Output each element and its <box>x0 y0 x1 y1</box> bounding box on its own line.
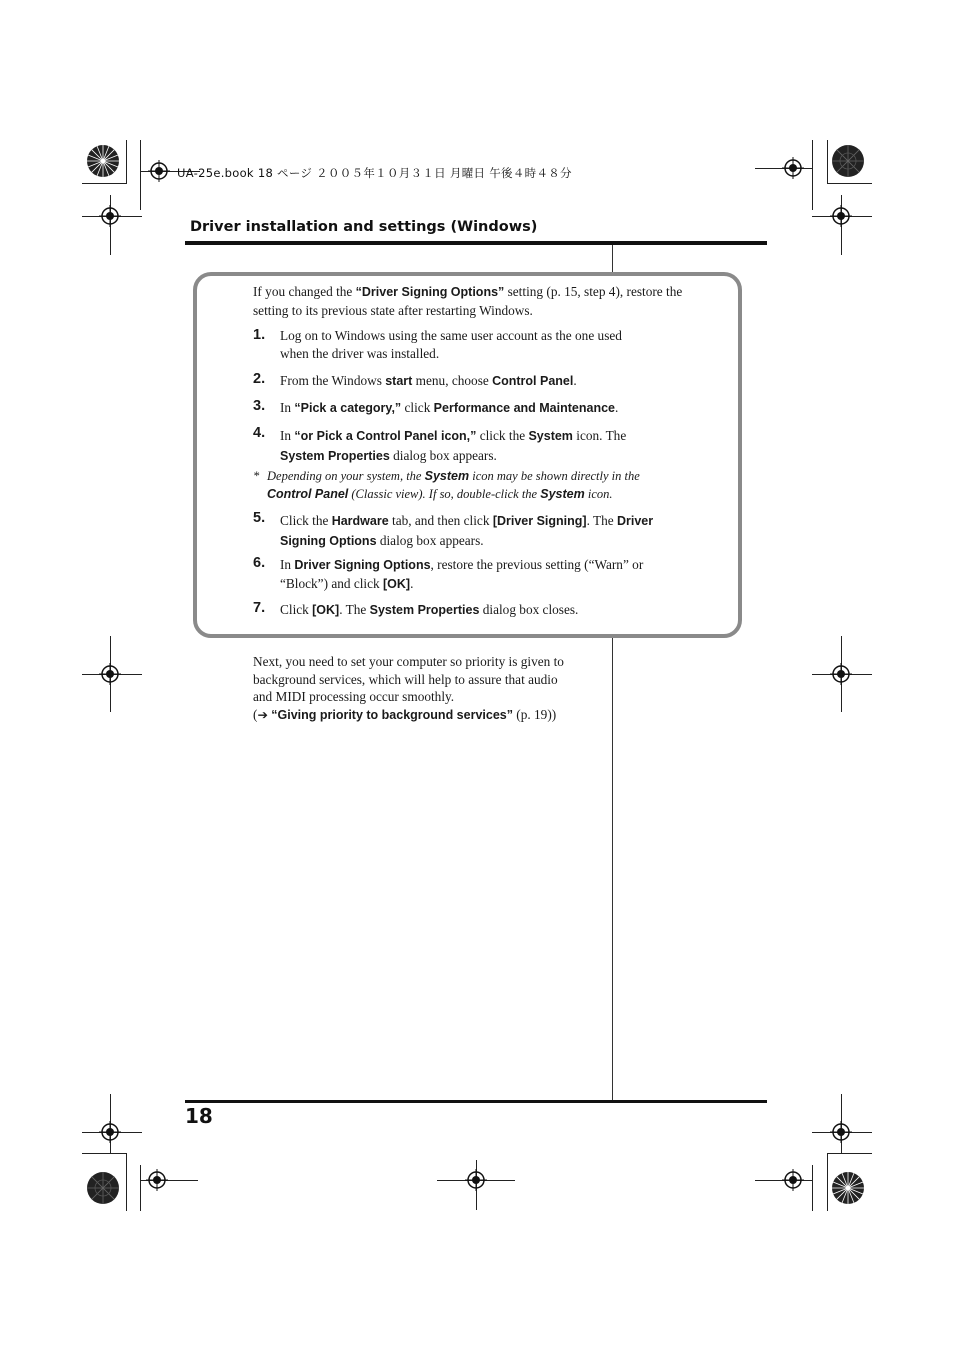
section-title: Driver installation and settings (Windows) <box>190 219 538 235</box>
note-bold: System <box>540 487 585 501</box>
step-text-part: dialog box appears. <box>376 533 484 548</box>
step-text-part: Click the <box>280 513 332 528</box>
intro-bold: “Driver Signing Options” <box>355 285 505 299</box>
step-number: 7. <box>253 600 266 616</box>
step-bold: Control Panel <box>492 374 574 388</box>
step-bold: [Driver Signing] <box>492 514 587 528</box>
step-bold: System <box>528 429 573 443</box>
sunburst-target-icon <box>86 144 120 178</box>
step-text <box>280 601 710 620</box>
note-text <box>267 467 707 503</box>
registration-target-icon <box>782 157 804 179</box>
crop-mark <box>126 1153 127 1211</box>
step-bold: Performance and Maintenance <box>433 401 615 415</box>
sunburst-target-icon <box>831 144 865 178</box>
registration-target-icon <box>830 663 852 685</box>
crop-mark <box>828 1153 872 1154</box>
step-text-part: Click <box>280 602 313 617</box>
note-text-part: (Classic view). If so, double-click the <box>348 487 541 501</box>
note-text-part: Depending on your system, the <box>267 469 425 483</box>
step-text <box>280 372 710 391</box>
step-bold: Driver <box>616 514 654 528</box>
step-text-part: click the <box>476 428 529 443</box>
reference-paren: ( <box>253 706 258 722</box>
step-number: 2. <box>253 371 266 387</box>
note-text-part: icon may be shown directly in the <box>469 469 640 483</box>
note-bold: System <box>424 469 470 483</box>
arrow-icon: ➔ <box>257 707 268 722</box>
crop-mark <box>126 140 127 184</box>
note-bold: Control Panel <box>267 487 349 501</box>
crop-mark <box>82 183 126 184</box>
header-rule <box>185 241 767 245</box>
step-text-part: dialog box closes. <box>479 602 579 617</box>
step-text <box>280 511 710 551</box>
registration-target-icon <box>99 205 121 227</box>
crop-mark <box>827 140 828 184</box>
step-text-part: . The <box>339 602 370 617</box>
body-paragraph <box>253 653 603 724</box>
step-text-part: tab, and then click <box>388 513 493 528</box>
body-line: and MIDI processing occur smoothly. <box>253 689 455 704</box>
registration-target-icon <box>465 1169 487 1191</box>
registration-target-icon <box>830 205 852 227</box>
crop-mark <box>828 183 872 184</box>
step-text-part: dialog box appears. <box>389 448 497 463</box>
step-text <box>280 327 710 362</box>
crop-mark <box>812 140 813 210</box>
step-text <box>280 399 710 418</box>
crop-mark <box>140 1165 141 1211</box>
crop-mark <box>812 1165 813 1211</box>
body-line: background services, which will help to assure that audio <box>253 671 558 687</box>
step-number: 6. <box>253 555 266 571</box>
step-number: 3. <box>253 398 266 414</box>
step-bold: [OK] <box>383 576 411 591</box>
step-bold: start <box>385 374 413 388</box>
crop-mark <box>827 1153 828 1211</box>
intro-text: If you changed the <box>253 284 356 299</box>
step-bold: System Properties <box>280 449 390 463</box>
step-text-part: In <box>280 428 295 443</box>
note-text-part: icon. <box>584 487 613 501</box>
book-file-info: UA-25e.book 18 ページ ２００５年１０月３１日 月曜日 午後４時４８分 <box>177 166 572 180</box>
step-text-part: . <box>410 575 414 591</box>
step-text-part: menu, choose <box>412 373 493 388</box>
registration-target-icon <box>99 1121 121 1143</box>
step-text <box>280 426 710 466</box>
step-text-part: . <box>614 400 619 415</box>
registration-target-icon <box>148 160 170 182</box>
registration-target-icon <box>782 1169 804 1191</box>
step-number: 1. <box>253 327 266 343</box>
body-line: Next, you need to set your computer so priority is given to <box>253 654 564 669</box>
crop-mark <box>82 1153 126 1154</box>
step-text-part: click <box>401 400 434 415</box>
step-text-part: In <box>280 400 295 415</box>
step-text-part: “Block”) and click <box>280 575 384 591</box>
page-number: 18 <box>185 1104 213 1128</box>
sunburst-target-icon <box>86 1171 120 1205</box>
step-bold: System Properties <box>369 603 480 617</box>
sunburst-target-icon <box>831 1171 865 1205</box>
step-text-part: , restore the previous setting (“Warn” or <box>430 557 644 572</box>
step-text-part: icon. The <box>572 428 627 443</box>
registration-target-icon <box>830 1121 852 1143</box>
cross-reference-link[interactable]: “Giving priority to background services” <box>271 707 513 722</box>
step-bold: “or Pick a Control Panel icon,” <box>294 429 477 443</box>
step-text-part: From the Windows <box>280 373 386 388</box>
notice-intro <box>253 283 713 319</box>
step-bold: Driver Signing Options <box>294 558 431 572</box>
registration-target-icon <box>146 1169 168 1191</box>
step-bold: Signing Options <box>280 534 377 548</box>
step-text-part: . <box>573 373 577 388</box>
footer-rule <box>185 1100 767 1103</box>
step-bold: “Pick a category,” <box>294 401 402 415</box>
step-text-line: when the driver was installed. <box>280 345 440 361</box>
step-text-part: In <box>280 557 295 572</box>
intro-text: setting to its previous state after restarting Windows. <box>253 302 533 318</box>
step-text-part: . The <box>586 513 617 528</box>
crop-mark <box>140 140 141 210</box>
step-number: 4. <box>253 425 266 441</box>
reference-page: (p. 19)) <box>512 706 557 722</box>
step-bold: [OK] <box>312 603 340 617</box>
step-number: 5. <box>253 510 266 526</box>
step-text <box>280 556 710 593</box>
intro-text: setting (p. 15, step 4), restore the <box>504 284 683 299</box>
step-text-line: Log on to Windows using the same user account as the one used <box>280 328 622 343</box>
step-bold: Hardware <box>331 514 389 528</box>
note-marker: * <box>253 469 260 483</box>
registration-target-icon <box>99 663 121 685</box>
